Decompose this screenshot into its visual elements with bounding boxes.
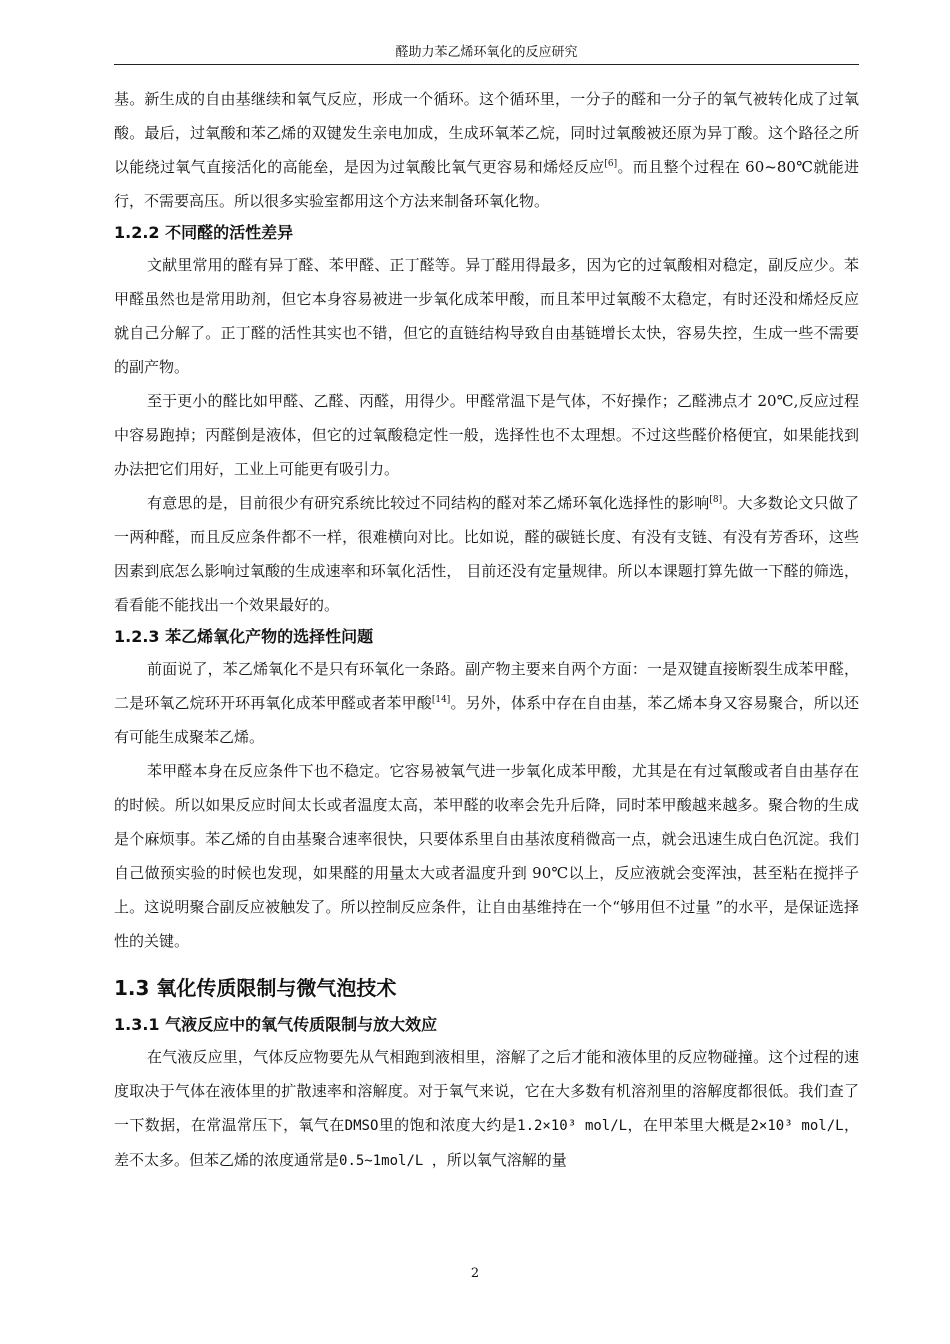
paragraph: 文献里常用的醛有异丁醛、苯甲醛、正丁醛等。异丁醛用得最多，因为它的过氧酸相对稳定，副反应少。苯甲醛虽然也是常用助剂，但它本身容易被进一步氧化成苯甲酸，而且苯甲过氧酸不太稳定，有时还没和烯烃反应就自己分解了。正丁醛的活性其实也不错，但它的直链结构导致自由基链增长太快，容易失控，生成一些不需要的副产物。 (114, 256, 859, 376)
page-number: 2 (470, 1266, 480, 1281)
citation-ref: [14] (431, 695, 451, 705)
paragraph: 有意思的是，目前很少有研究系统比较过不同结构的醛对苯乙烯环氧化选择性的影响[8]。大多数论文只做了一两种醛，而且反应条件都不一样，很难横向对比。比如说，醛的碳链长度、有没有支链、有没有芳香环，这些因素到底怎么影响过氧酸的生成速率和环氧化活性， 目前还没有定量规律。所以本课题打算先做一下醛的筛选，看看能不能找出一个效果最好的。 (114, 494, 859, 614)
citation-ref: [8] (709, 495, 723, 505)
paragraph: 在气液反应里，气体反应物要先从气相跑到液相里，溶解了之后才能和液体里的反应物碰撞。这个过程的速度取决于气体在液体里的扩散速率和溶解度。对于氧气来说，它在大多数有机溶剂里的溶解度都很低。我们查了一下数据，在常温常压下，氧气在DMSO里的饱和浓度大约是1.2×10³ mol/L，在甲苯里大概是2×10³ mol/L，差不太多。但苯乙烯的浓度通常是0.5~1mol/L ，所以氧气溶解的量 (114, 1048, 859, 1169)
section-heading-1-3: 1.3 氧化传质限制与微气泡技术 (114, 976, 397, 1000)
section-heading-1-3-1: 1.3.1 气液反应中的氧气传质限制与放大效应 (114, 1015, 438, 1034)
citation-ref: [6] (604, 159, 618, 169)
section-heading-1-2-3: 1.2.3 苯乙烯氧化产物的选择性问题 (114, 627, 374, 646)
paragraph-continuation: 基。新生成的自由基继续和氧气反应，形成一个循环。这个循环里，一分子的醛和一分子的氧气被转化成了过氧酸。最后，过氧酸和苯乙烯的双键发生亲电加成，生成环氧苯乙烷，同时过氧酸被还原为异丁酸。这个路径之所以能绕过氧气直接活化的高能垒，是因为过氧酸比氧气更容易和烯烃反应[6]。而且整个过程在 60~80℃就能进行，不需要高压。所以很多实验室都用这个方法来制备环氧化物。 (114, 90, 859, 210)
paragraph: 前面说了，苯乙烯氧化不是只有环氧化一条路。副产物主要来自两个方面：一是双键直接断裂生成苯甲醛，二是环氧乙烷环开环再氧化成苯甲醛或者苯甲酸[14]。另外，体系中存在自由基，苯乙烯本身又容易聚合，所以还有可能生成聚苯乙烯。 (114, 660, 859, 746)
paragraph: 至于更小的醛比如甲醛、乙醛、丙醛，用得少。甲醛常温下是气体，不好操作；乙醛沸点才 20℃,反应过程中容易跑掉；丙醛倒是液体，但它的过氧酸稳定性一般，选择性也不太理想。不过这些醛价格便宜，如果能找到办法把它们用好，工业上可能更有吸引力。 (114, 392, 859, 478)
running-header: 醛助力苯乙烯环氧化的反应研究 (114, 44, 859, 65)
body-text (114, 82, 859, 1178)
paragraph: 苯甲醛本身在反应条件下也不稳定。它容易被氧气进一步氧化成苯甲酸，尤其是在有过氧酸或者自由基存在的时候。所以如果反应时间太长或者温度太高，苯甲醛的收率会先升后降，同时苯甲酸越来越多。聚合物的生成是个麻烦事。苯乙烯的自由基聚合速率很快，只要体系里自由基浓度稍微高一点，就会迅速生成白色沉淀。我们自己做预实验的时候也发现，如果醛的用量太大或者温度升到 90℃以上，反应液就会变浑浊，甚至粘在搅拌子上。这说明聚合副反应被触发了。所以控制反应条件，让自由基维持在一个“够用但不过量 ”的水平，是保证选择性的关键。 (114, 762, 859, 950)
section-heading-1-2-2: 1.2.2 不同醛的活性差异 (114, 223, 294, 242)
